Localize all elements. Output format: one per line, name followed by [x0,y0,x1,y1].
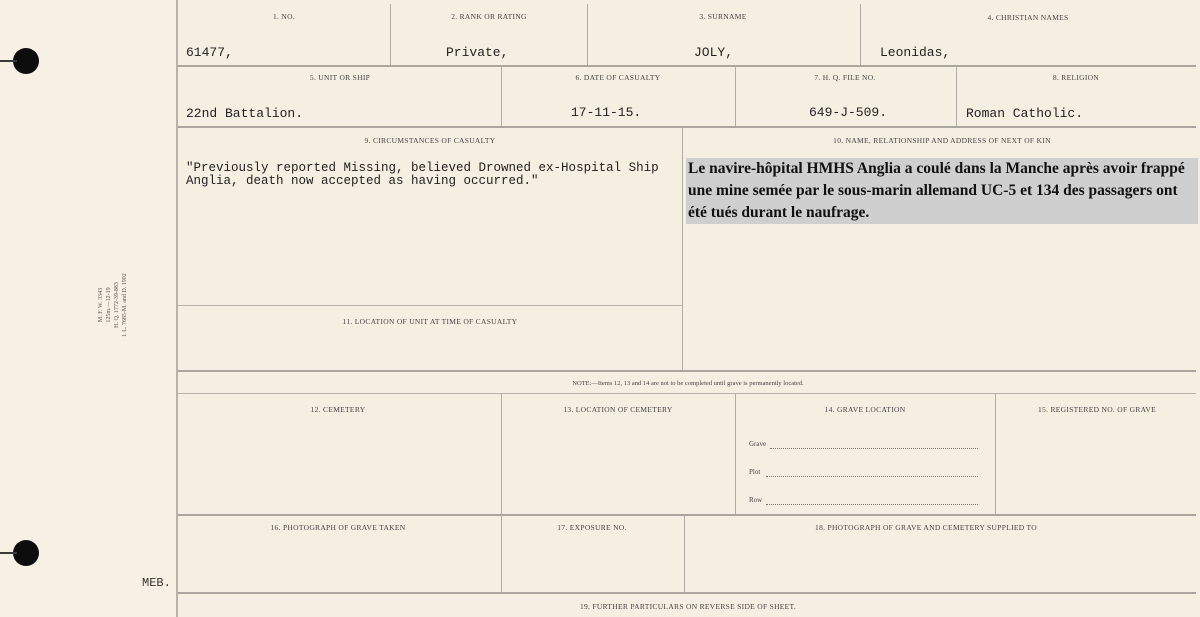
row-divider [178,514,1196,516]
note-text: NOTE:—Items 12, 13 and 14 are not to be completed until grave is permanently located. [572,380,804,387]
value-hq-file: 649-J-509. [809,105,888,120]
label-christian-names: 4. CHRISTIAN NAMES [987,13,1069,22]
form-print-line: M. F. W. 3343 [98,287,104,323]
label-rank: 2. RANK OR RATING [451,12,527,21]
label-cemetery: 12. CEMETERY [310,405,366,414]
label-no: 1. NO. [272,12,296,21]
value-circumstances: "Previously reported Missing, believed Drowned ex-Hospital Ship Anglia, death now accepted as having occurred." [186,161,659,188]
value-christian-names: Leonidas, [880,45,951,60]
col-divider [735,394,736,514]
col-divider [860,4,861,65]
row-divider [178,370,1196,372]
value-date: 17-11-15. [571,105,642,120]
col-divider [684,515,685,592]
row-divider [178,592,1196,594]
value-unit: 22nd Battalion. [186,106,304,121]
label-location-cemetery: 13. LOCATION OF CEMETERY [563,405,673,414]
label-circumstances: 9. CIRCUMSTANCES OF CASUALTY [364,136,496,145]
label-location-unit: 11. LOCATION OF UNIT AT TIME OF CASUALTY [342,317,518,326]
label-grave-location: 14. GRAVE LOCATION [824,405,906,414]
label-hq-file: 7. H. Q. FILE NO. [814,73,876,82]
col-divider [682,127,683,370]
punch-hole-bottom [13,540,39,566]
row-divider [178,126,1196,128]
col-divider [390,4,391,65]
clerk-initials: MEB. [142,576,171,590]
col-divider [501,515,502,592]
row-divider [178,65,1196,67]
form-print-line: I. L. 7685-M. and D. 1902 [122,273,128,337]
value-surname: JOLY, [694,45,734,60]
annotation-overlay: Le navire-hôpital HMHS Anglia a coulé dans la Manche après avoir frappé une mine semée par le sous-marin allemand UC-5 et 134 des passagers ont été tués durant le naufrage. [686,158,1198,224]
label-grave: Grave [749,440,767,448]
col-divider [995,394,996,514]
label-unit: 5. UNIT OR SHIP [309,73,371,82]
grave-blank [770,448,978,449]
label-photograph-taken: 16. PHOTOGRAPH OF GRAVE TAKEN [270,523,406,532]
punch-hole-top [13,48,39,74]
row-divider [178,305,682,306]
plot-blank [766,476,978,477]
col-divider [587,4,588,65]
col-divider [501,66,502,126]
row-blank [766,504,978,505]
label-plot: Plot [749,468,761,476]
form-print-line: 125m.—12-19 [106,287,112,323]
label-surname: 3. SURNAME [699,12,747,21]
value-religion: Roman Catholic. [966,106,1084,121]
label-exposure-no: 17. EXPOSURE NO. [557,523,627,532]
label-registered-no: 15. REGISTERED NO. OF GRAVE [1038,405,1156,414]
label-photograph-supplied: 18. PHOTOGRAPH OF GRAVE AND CEMETERY SUPPLIED TO [815,523,1037,532]
label-date: 6. DATE OF CASUALTY [575,73,661,82]
col-divider [501,394,502,514]
value-rank: Private, [446,45,509,60]
col-divider [956,66,957,126]
row-divider [178,393,1196,394]
col-divider [735,66,736,126]
value-no: 61477, [186,45,233,60]
label-religion: 8. RELIGION [1052,73,1100,82]
label-further-particulars: 19. FURTHER PARTICULARS ON REVERSE SIDE OF SHEET. [579,602,797,611]
form-print-line: H. Q. 1772-39-883 [114,282,120,328]
label-next-of-kin: 10. NAME, RELATIONSHIP AND ADDRESS OF NEXT OF KIN [833,136,1051,145]
label-row: Row [749,496,763,504]
